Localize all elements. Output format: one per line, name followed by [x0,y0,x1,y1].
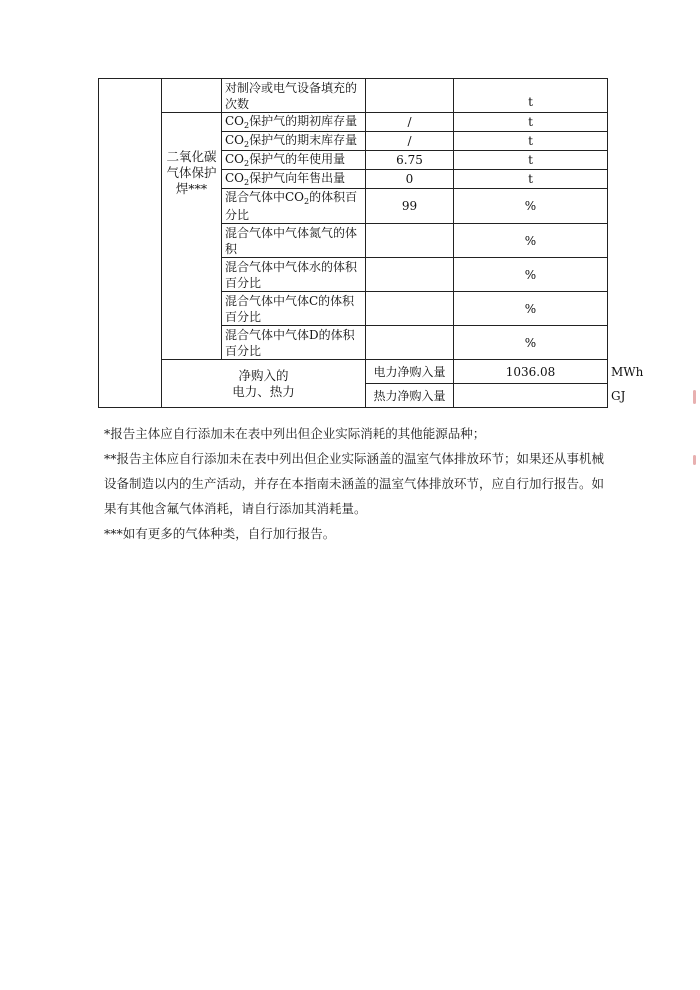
table-row [99,113,608,132]
row-value: 99 [366,189,454,224]
footnote-1: *报告主体应自行添加未在表中列出但企业实际消耗的其他能源品种； [104,426,486,441]
left-blank-cell [99,79,162,408]
section-label-line-1: 净购入的 [238,367,289,383]
row-item: $CO_2$保护气向年售出量 [222,170,366,189]
row-unit: % [454,224,608,258]
footnote-3: ***如有更多的气体种类，自行加行报告。 [104,526,336,541]
energy-consumption-table [98,78,644,408]
scan-edge-mark [693,390,696,404]
row-unit: % [454,258,608,292]
group-blank-cell [162,79,222,113]
net-purchase-section-label [162,360,366,408]
row-unit: t [454,170,608,189]
row-value: 6.75 [366,151,454,170]
row-unit: % [454,292,608,326]
table-row: 净购入的 电力、热力 电力净购入量 1036.08 MWh [99,360,608,384]
row-item: 混合气体中气体氮气的体积 [222,224,366,258]
row-item: 热力净购入量 [366,384,454,408]
footnote-2: **报告主体应自行添加未在表中列出但企业实际涵盖的温室气体排放环节；如果还从事机械设备制造以内的生产活动，并存在本指南未涵盖的温室气体排放环节，应自行加行报告。如果有其他含氟气体消耗，请自行添加其消耗量。 [104,451,605,516]
row-item: 混合气体中气体D的体积百分比 [222,326,366,360]
row-item: $CO_2$保护气的期末库存量 [222,132,366,151]
row-value [366,258,454,292]
row-value [366,326,454,360]
row-unit: % [454,326,608,360]
table-row: 热力净购入量 GJ [99,384,608,408]
row-item: 电力净购入量 [366,360,454,384]
table-row [99,79,608,113]
row-unit: t [454,151,608,170]
row-value: / [366,132,454,151]
co2-group-text: 二氧化碳气体保护焊*** [166,149,217,196]
row-item: $CO_2$保护气的年使用量 [222,151,366,170]
row-unit: t [454,132,608,151]
section-label-line-2: 电力、热力 [232,383,295,399]
scan-edge-mark [693,455,696,465]
row-value: 1036.08 [454,360,608,384]
row-unit: % [454,189,608,224]
row-value [366,292,454,326]
row-value [366,79,454,113]
footnotes [104,421,614,546]
row-item: 混合气体中气体C的体积百分比 [222,292,366,326]
row-item: $CO_2$保护气的期初库存量 [222,113,366,132]
row-value [366,224,454,258]
row-value: 0 [366,170,454,189]
row-unit: t [454,113,608,132]
co2-welding-group-label [162,113,222,360]
row-value: / [366,113,454,132]
row-item: 混合气体中$CO_2$的体积百分比 [222,189,366,224]
row-item: 对制冷或电气设备填充的次数 [222,79,366,113]
row-unit: t [454,79,608,113]
row-value [454,384,608,408]
row-item: 混合气体中气体水的体积百分比 [222,258,366,292]
